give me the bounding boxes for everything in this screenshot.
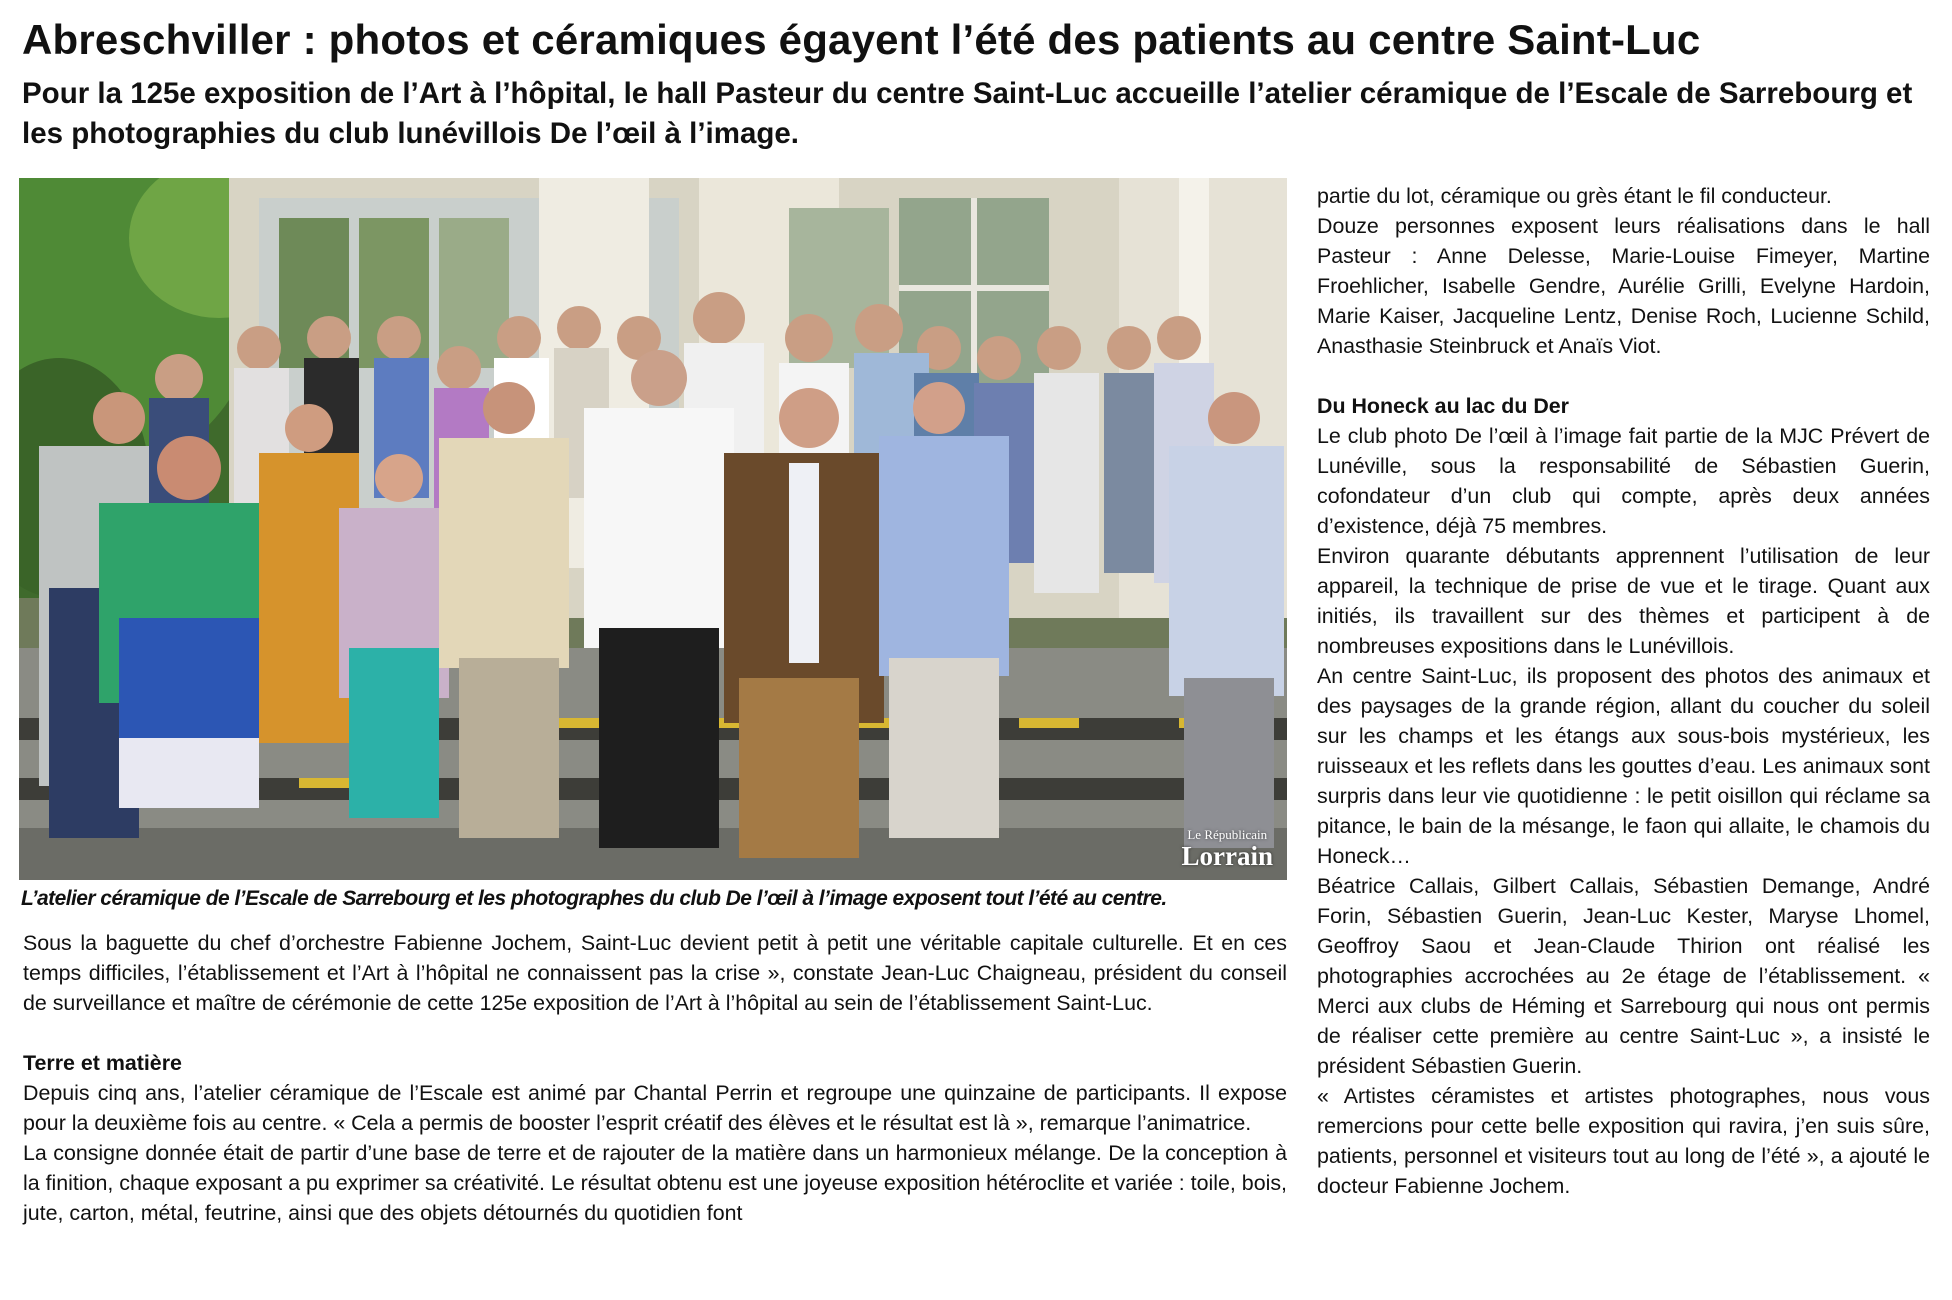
watermark-line-2: Lorrain xyxy=(1181,841,1273,871)
left-column xyxy=(23,928,1287,1228)
right-paragraph-4: Environ quarante débutants apprennent l’utilisation de leur appareil, la technique de prise de vue et le tirage. Quant aux initiés, ils travaillent sur des thèmes et participent à de nombreuses expositions dans le Lunévillois. xyxy=(1317,544,1930,658)
group-photo-illustration xyxy=(19,178,1287,880)
photo-caption: L’atelier céramique de l’Escale de Sarrebourg et les photographes du club De l’œil à l’image exposent tout l’été au centre. xyxy=(21,887,1167,910)
right-paragraph-1: partie du lot, céramique ou grès étant le fil conducteur. xyxy=(1317,184,1832,208)
headline: Abreschviller : photos et céramiques égayent l’été des patients au centre Saint-Luc xyxy=(22,16,1701,63)
left-paragraph-1: Sous la baguette du chef d’orchestre Fabienne Jochem, Saint-Luc devient petit à petit une véritable capitale culturelle. Et en ces temps difficiles, l’établissement et l’Art à l’hôpital ne connaissent pas la crise », constate Jean-Luc Chaigneau, président du conseil de surveillance et maître de cérémonie de cette 125e exposition de l’Art à l’hôpital au sein de l’établissement Saint-Luc. xyxy=(23,931,1287,1015)
right-column xyxy=(1317,181,1930,1201)
right-paragraph-2: Douze personnes exposent leurs réalisations dans le hall Pasteur : Anne Delesse, Marie-Louise Fimeyer, Martine Froehlicher, Isabelle Gendre, Aurélie Grilli, Evelyne Hardoin, Marie Kaiser, Jacqueline Lentz, Denise Roch, Lucienne Schild, Anasthasie Steinbruck et Anaïs Viot. xyxy=(1317,214,1930,358)
group-photo xyxy=(19,178,1287,880)
right-paragraph-6: Béatrice Callais, Gilbert Callais, Sébastien Demange, André Forin, Sébastien Guerin, Jean-Luc Kester, Maryse Lhomel, Geoffroy Saou et Jean-Claude Thirion ont réalisé les photographies accrochées au 2e étage de l’établissement. « Merci aux clubs de Héming et Sarrebourg qui nous ont permis de réaliser cette première au centre Saint-Luc », a insisté le président Sébastien Guerin. xyxy=(1317,874,1930,1078)
subhead-honeck-lac-du-der: Du Honeck au lac du Der xyxy=(1317,394,1569,418)
standfirst: Pour la 125e exposition de l’Art à l’hôpital, le hall Pasteur du centre Saint-Luc accueille l’atelier céramique de l’Escale de Sarrebourg et les photographies du club lunévillois De l’œil à l’image. xyxy=(22,77,1913,150)
newspaper-watermark xyxy=(1182,828,1274,870)
left-paragraph-3: La consigne donnée était de partir d’une base de terre et de rajouter de la matière dans un harmonieux mélange. De la conception à la finition, chaque exposant a pu exprimer sa créativité. Le résultat obtenu est une joyeuse exposition hétéroclite et variée : toile, bois, jute, carton, métal, feutrine, ainsi que des objets détournés du quotidien font xyxy=(23,1141,1287,1225)
watermark-line-1: Le Républicain xyxy=(1187,827,1268,842)
right-paragraph-3: Le club photo De l’œil à l’image fait partie de la MJC Prévert de Lunéville, sous la responsabilité de Sébastien Guerin, cofondateur d’un club qui compte, après deux années d’existence, déjà 75 membres. xyxy=(1317,424,1930,538)
subhead-terre-et-matiere: Terre et matière xyxy=(23,1051,182,1075)
left-paragraph-2: Depuis cinq ans, l’atelier céramique de l’Escale est animé par Chantal Perrin et regroupe une quinzaine de participants. Il expose pour la deuxième fois au centre. « Cela a permis de booster l’esprit créatif des élèves et le résultat est là », remarque l’animatrice. xyxy=(23,1081,1287,1135)
right-paragraph-7: « Artistes céramistes et artistes photographes, nous vous remercions pour cette belle exposition qui ravira, j’en suis sûre, patients, personnel et visiteurs tout au long de l’été », a ajouté le docteur Fabienne Jochem. xyxy=(1317,1084,1930,1198)
right-paragraph-5: An centre Saint-Luc, ils proposent des photos des animaux et des paysages de la grande région, allant du coucher du soleil sur les champs et les étangs aux sous-bois mystérieux, les ruisseaux et les reflets dans les gouttes d’eau. Les animaux sont surpris dans leur vie quotidienne : le petit oisillon qui réclame sa pitance, le bain de la mésange, le faon qui allaite, le chamois du Honeck… xyxy=(1317,664,1930,868)
